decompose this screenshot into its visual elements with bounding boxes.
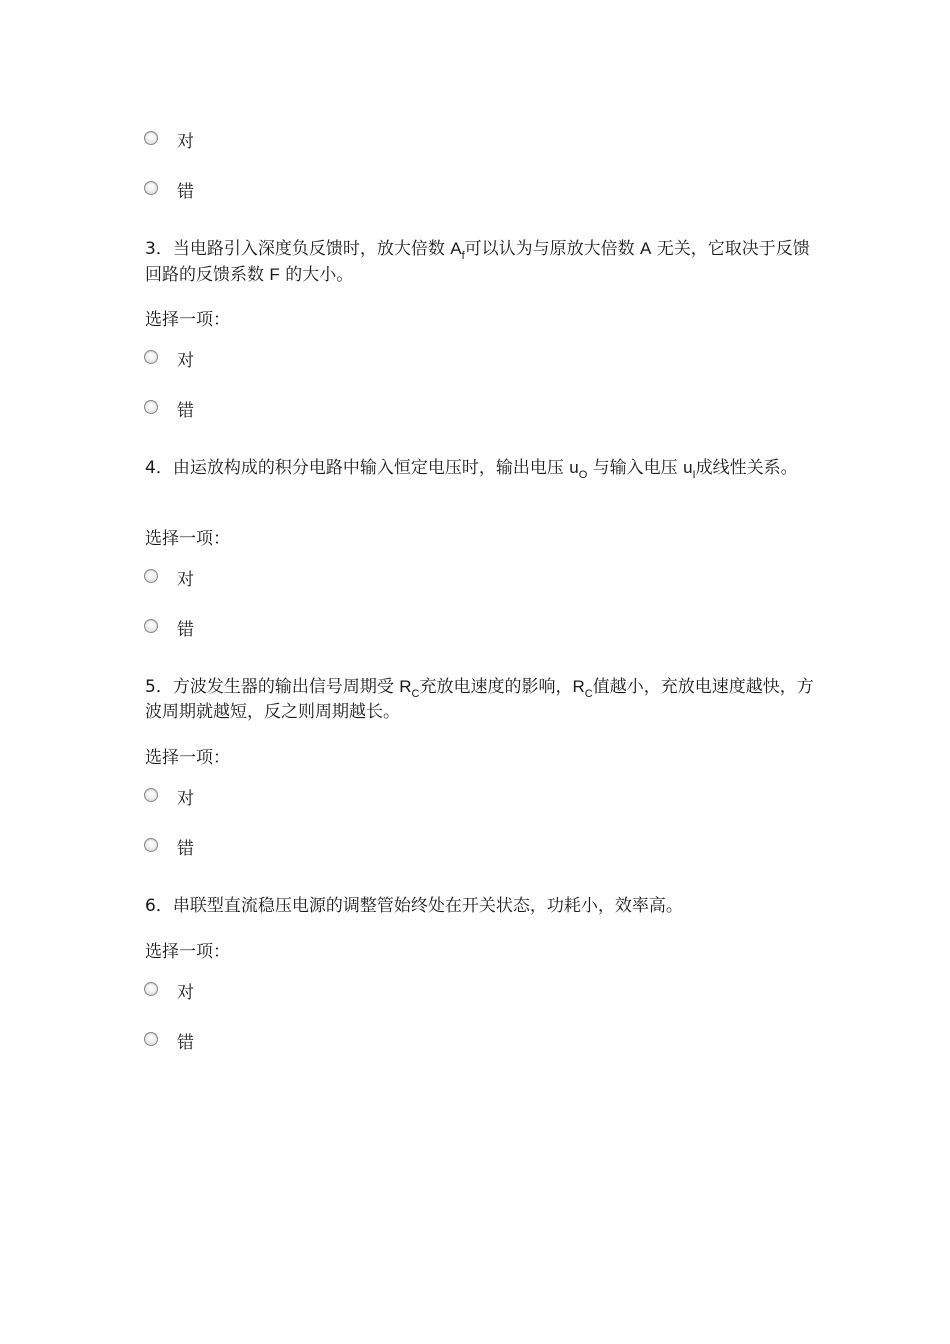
text-run: 可以认为与原放大倍数 bbox=[464, 239, 641, 259]
q3-option-false[interactable] bbox=[144, 399, 194, 423]
q6-option-true[interactable] bbox=[144, 981, 194, 1005]
symbol-u: u bbox=[683, 458, 693, 477]
question-number: 3． bbox=[145, 239, 173, 259]
radio-button[interactable] bbox=[144, 982, 158, 996]
option-label-true: 对 bbox=[177, 570, 194, 590]
symbol-A: A bbox=[450, 239, 462, 258]
text-run: 无关，它取决于反馈回路的反馈系数 bbox=[145, 239, 810, 285]
text-run: 值越小，充放电速度越快，方波周期就越短，反之则周期越长。 bbox=[145, 677, 814, 722]
q6-option-false[interactable] bbox=[144, 1031, 194, 1055]
option-label-true: 对 bbox=[177, 351, 194, 371]
question-6-text bbox=[145, 894, 815, 919]
symbol-R: R bbox=[572, 677, 585, 696]
text-run: 串联型直流稳压电源的调整管始终处在开关状态，功耗小，效率高。 bbox=[172, 896, 683, 916]
option-label-true: 对 bbox=[177, 132, 194, 152]
subscript-f: f bbox=[461, 250, 465, 262]
text-run: 当电路引入深度负反馈时，放大倍数 bbox=[172, 239, 451, 259]
radio-button[interactable] bbox=[144, 181, 158, 195]
question-6-prompt: 选择一项： bbox=[145, 942, 230, 962]
radio-button[interactable] bbox=[144, 788, 158, 802]
question-number: 5． bbox=[145, 677, 173, 697]
symbol-A: A bbox=[640, 239, 652, 258]
subscript-O: O bbox=[578, 469, 588, 481]
symbol-R: R bbox=[399, 677, 412, 696]
radio-button[interactable] bbox=[144, 838, 158, 852]
question-3-prompt: 选择一项： bbox=[145, 310, 230, 330]
option-label-false: 错 bbox=[177, 401, 194, 421]
symbol-F: F bbox=[269, 265, 280, 284]
q5-option-false[interactable] bbox=[144, 837, 194, 861]
q2-option-false[interactable] bbox=[144, 180, 194, 204]
q3-option-true[interactable] bbox=[144, 349, 194, 373]
question-5-prompt: 选择一项： bbox=[145, 748, 230, 768]
subscript-C: C bbox=[411, 688, 420, 700]
radio-button[interactable] bbox=[144, 1032, 158, 1046]
q5-option-true[interactable] bbox=[144, 787, 194, 811]
text-run: 充放电速度的影响， bbox=[419, 677, 573, 697]
option-label-true: 对 bbox=[177, 983, 194, 1003]
radio-button[interactable] bbox=[144, 350, 158, 364]
question-5-text bbox=[145, 674, 815, 725]
radio-button[interactable] bbox=[144, 619, 158, 633]
text-run: 成线性关系。 bbox=[695, 458, 798, 478]
question-4-text bbox=[145, 455, 815, 481]
option-label-false: 错 bbox=[177, 839, 194, 859]
question-number: 6． bbox=[145, 896, 173, 916]
question-3-text bbox=[145, 236, 815, 288]
question-number: 4． bbox=[145, 458, 173, 478]
q4-option-false[interactable] bbox=[144, 618, 194, 642]
q2-option-true[interactable] bbox=[144, 130, 194, 154]
option-label-true: 对 bbox=[177, 789, 194, 809]
radio-button[interactable] bbox=[144, 131, 158, 145]
option-label-false: 错 bbox=[177, 1033, 194, 1053]
subscript-I: I bbox=[692, 469, 696, 481]
text-run: 的大小。 bbox=[279, 265, 354, 285]
option-label-false: 错 bbox=[177, 620, 194, 640]
symbol-u: u bbox=[569, 458, 579, 477]
q4-option-true[interactable] bbox=[144, 568, 194, 592]
radio-button[interactable] bbox=[144, 400, 158, 414]
option-label-false: 错 bbox=[177, 182, 194, 202]
subscript-C: C bbox=[584, 688, 593, 700]
text-run: 与输入电压 bbox=[587, 458, 684, 478]
text-run: 方波发生器的输出信号周期受 bbox=[172, 677, 400, 697]
question-4-prompt: 选择一项： bbox=[145, 529, 230, 549]
text-run: 由运放构成的积分电路中输入恒定电压时，输出电压 bbox=[172, 458, 570, 478]
radio-button[interactable] bbox=[144, 569, 158, 583]
